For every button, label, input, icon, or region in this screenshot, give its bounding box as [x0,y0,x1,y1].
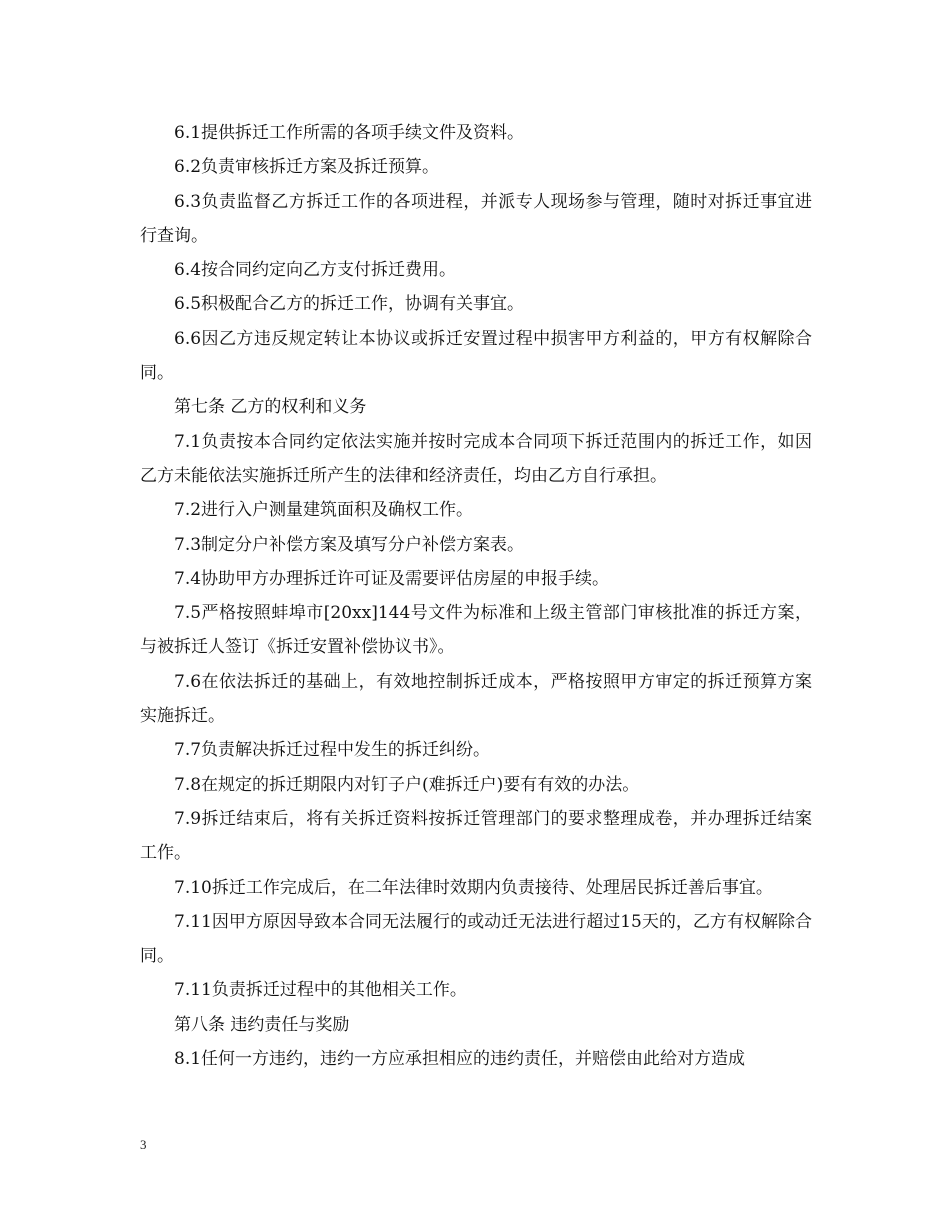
paragraph-6-1: 6.1提供拆迁工作所需的各项手续文件及资料。 [174,123,525,143]
paragraph-6-3: 6.3负责监督乙方拆迁工作的各项进程，并派专人现场参与管理，随时对拆迁事宜进行查询。 [140,191,812,246]
paragraph-7-10: 7.10拆迁工作完成后，在二年法律时效期内负责接待、处理居民拆迁善后事宜。 [174,877,773,898]
paragraph-7-5: 7.5严格按照蚌埠市[20xx]144号文件为标准和上级主管部门审核批准的拆迁方案，与被拆迁人签订《拆迁安置补偿协议书》。 [140,603,812,658]
paragraph-8-1: 8.1任何一方违约，违约一方应承担相应的违约责任，并赔偿由此给对方造成 [174,1049,746,1070]
paragraph-7-1: 7.1负责按本合同约定依法实施并按时完成本合同项下拆迁范围内的拆迁工作，如因乙方未能依法实施拆迁所产生的法律和经济责任，均由乙方自行承担。 [140,431,812,486]
paragraph-7-11b: 7.11负责拆迁过程中的其他相关工作。 [174,980,467,1001]
paragraph-6-6: 6.6因乙方违反规定转让本协议或拆迁安置过程中损害甲方利益的，甲方有权解除合同。 [140,328,812,384]
paragraph-7-2: 7.2进行入户测量建筑面积及确权工作。 [174,500,474,521]
paragraph-7-7: 7.7负责解决拆迁过程中发生的拆迁纠纷。 [174,740,491,761]
paragraph-7-8: 7.8在规定的拆迁期限内对钉子户(难拆迁户)要有有效的办法。 [174,774,640,795]
paragraph-6-4: 6.4按合同约定向乙方支付拆迁费用。 [174,260,457,281]
paragraph-6-2: 6.2负责审核拆迁方案及拆迁预算。 [174,157,440,178]
paragraph-7-9: 7.9拆迁结束后，将有关拆迁资料按拆迁管理部门的要求整理成卷，并办理拆迁结案工作。 [140,808,812,864]
document-body [140,116,812,1076]
page-number: 3 [140,1137,147,1152]
paragraph-7-4: 7.4协助甲方办理拆迁许可证及需要评估房屋的申报手续。 [174,568,610,589]
paragraph-7-6: 7.6在依法拆迁的基础上，有效地控制拆迁成本，严格按照甲方审定的拆迁预算方案实施拆迁。 [140,671,812,727]
paragraph-7-11a: 7.11因甲方原因导致本合同无法履行的或动迁无法进行超过15天的，乙方有权解除合同。 [140,911,812,967]
paragraph-7-3: 7.3制定分户补偿方案及填写分户补偿方案表。 [174,534,525,555]
paragraph-6-5: 6.5积极配合乙方的拆迁工作，协调有关事宜。 [174,294,525,315]
section-heading-article-8: 第八条 违约责任与奖励 [174,1014,350,1035]
section-heading-article-7: 第七条 乙方的权利和义务 [174,397,367,418]
